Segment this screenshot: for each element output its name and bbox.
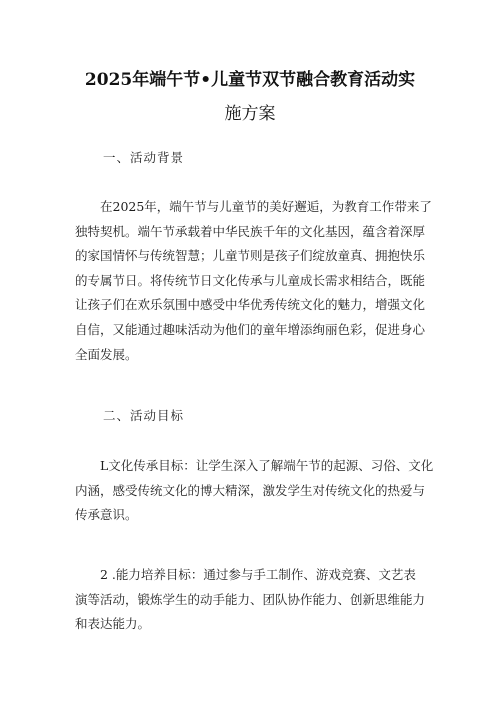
paragraph-line: 在2025年，端午节与儿童节的美好邂逅，为教育工作带来了	[100, 199, 432, 214]
paragraph-line: 的专属节日。将传统节日文化传承与儿童成长需求相结合，既能	[75, 272, 426, 288]
background-paragraph	[75, 195, 432, 367]
paragraph-line: 全面发展。	[75, 346, 138, 362]
section-heading-goals: 二、活动目标	[103, 408, 185, 423]
paragraph-line: 内涵，感受传统文化的博大精深，激发学生对传统文化的热爱与	[75, 482, 426, 498]
goal-item-1	[75, 454, 432, 528]
document-title-line-1: 2025年端午节•儿童节双节融合教育活动实	[84, 70, 416, 90]
section-heading-background: 一、活动背景	[103, 150, 185, 165]
paragraph-line: 的家国情怀与传统智慧；儿童节则是孩子们绽放童真、拥抱快乐	[75, 248, 426, 264]
paragraph-line: 和表达能力。	[75, 616, 151, 632]
paragraph-line: L文化传承目标：让学生深入了解端午节的起源、习俗、文化	[100, 458, 434, 473]
paragraph-line: 让孩子们在欢乐氛围中感受中华优秀传统文化的魅力，增强文化	[75, 297, 426, 313]
document-title-line-2: 施方案	[224, 104, 276, 124]
goal-item-2	[75, 563, 432, 637]
paragraph-line: 2 .能力培养目标：通过参与手工制作、游戏竞赛、文艺表	[100, 567, 416, 582]
paragraph-line: 演等活动，锻炼学生的动手能力、团队协作能力、创新思维能力	[75, 591, 426, 607]
paragraph-line: 自信，又能通过趣味活动为他们的童年增添绚丽色彩，促进身心	[75, 321, 426, 337]
paragraph-line: 独特契机。端午节承载着中华民族千年的文化基因，蕴含着深厚	[75, 223, 426, 239]
paragraph-line: 传承意识。	[75, 507, 138, 523]
